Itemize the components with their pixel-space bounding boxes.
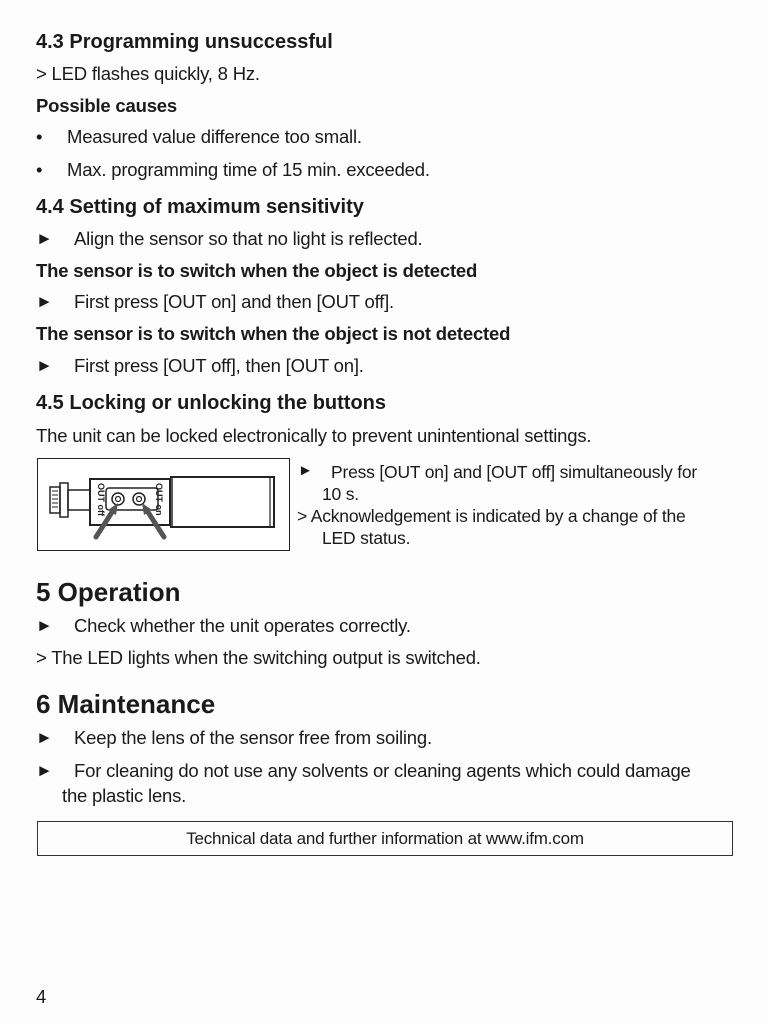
section-heading-6: 6 Maintenance <box>36 689 216 719</box>
instruction-step: First press [OUT off], then [OUT on]. <box>74 355 364 376</box>
section-heading-4-5: 4.5 Locking or unlocking the buttons <box>36 392 387 414</box>
sensor-figure <box>37 458 290 551</box>
arrow-icon: ► <box>36 728 53 747</box>
bullet-icon: • <box>36 159 43 180</box>
subheading-not-detected: The sensor is to switch when the object is not detected <box>36 323 511 344</box>
arrow-icon: ► <box>36 292 53 311</box>
sensor-diagram-icon <box>38 459 288 549</box>
result-text: > The LED lights when the switching output is switched. <box>36 647 481 668</box>
instruction-step: Keep the lens of the sensor free from soiling. <box>74 727 432 748</box>
instruction-step: Press [OUT on] and [OUT off] simultaneously for <box>331 462 698 482</box>
instruction-step: First press [OUT on] and then [OUT off]. <box>74 291 394 312</box>
footer-text: Technical data and further information at www.ifm.com <box>186 828 584 848</box>
figure-label-out-on: OUT on <box>154 483 164 516</box>
result-text-cont: LED status. <box>322 528 411 548</box>
section-heading-4-3: 4.3 Programming unsuccessful <box>36 31 333 53</box>
bullet-icon: • <box>36 126 43 147</box>
result-text: > LED flashes quickly, 8 Hz. <box>36 63 260 84</box>
result-text: > Acknowledgement is indicated by a change of the <box>297 506 686 526</box>
figure-label-out-off: OUT off <box>96 483 106 516</box>
subheading-possible-causes: Possible causes <box>36 95 177 116</box>
page-number: 4 <box>36 986 47 1007</box>
instruction-step: Align the sensor so that no light is reflected. <box>74 228 423 249</box>
list-item: Measured value difference too small. <box>67 126 362 147</box>
section-heading-4-4: 4.4 Setting of maximum sensitivity <box>36 196 364 218</box>
list-item: Max. programming time of 15 min. exceeded. <box>67 159 430 180</box>
arrow-icon: ► <box>36 761 53 780</box>
instruction-step-cont: 10 s. <box>322 484 359 504</box>
section-heading-5: 5 Operation <box>36 577 181 607</box>
arrow-icon: ► <box>36 616 53 635</box>
arrow-icon: ► <box>36 229 53 248</box>
instruction-step: Check whether the unit operates correctly. <box>74 615 411 636</box>
instruction-step: For cleaning do not use any solvents or cleaning agents which could damage <box>74 760 691 781</box>
intro-text: The unit can be locked electronically to prevent unintentional settings. <box>36 425 592 446</box>
arrow-icon: ► <box>36 356 53 375</box>
instruction-step-cont: the plastic lens. <box>62 785 187 806</box>
arrow-icon: ► <box>298 462 313 479</box>
subheading-detected: The sensor is to switch when the object is detected <box>36 260 478 281</box>
footer-info-box <box>37 821 733 856</box>
